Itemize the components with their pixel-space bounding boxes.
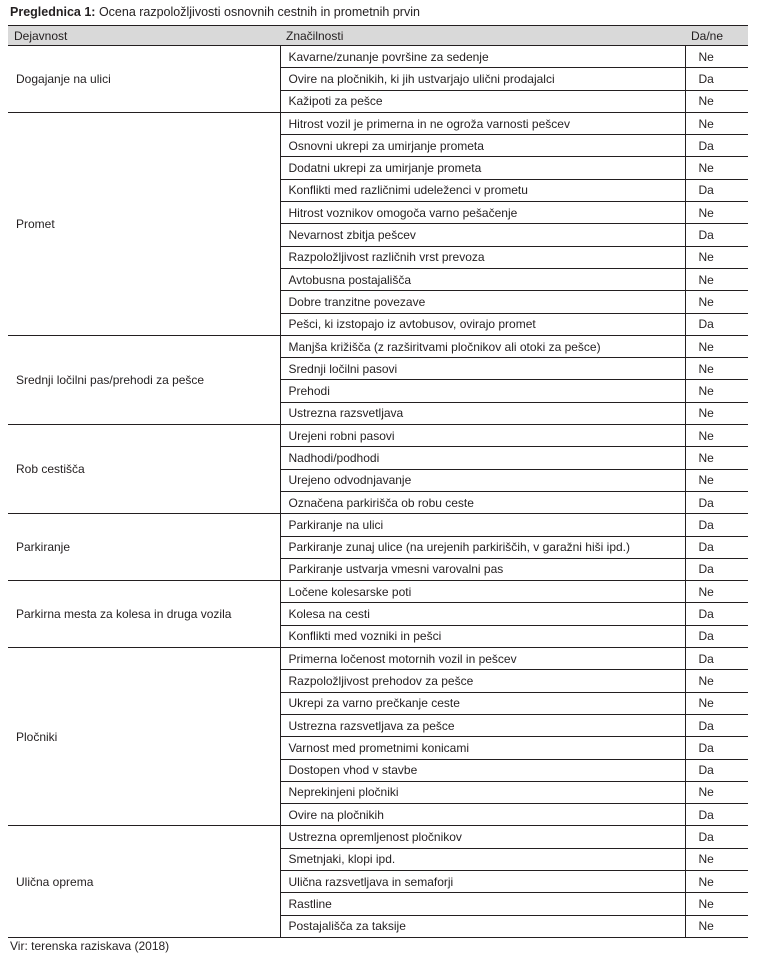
feature-cell: Hitrost voznikov omogoča varno pešačenje <box>280 202 685 224</box>
table-row <box>8 514 748 536</box>
feature-cell: Dostopen vhod v stavbe <box>280 759 685 781</box>
header-activity: Dejavnost <box>8 26 280 46</box>
yes-no-cell: Da <box>685 536 748 558</box>
yes-no-cell: Da <box>685 714 748 736</box>
feature-cell: Urejeni robni pasovi <box>280 425 685 447</box>
header-yes-no: Da/ne <box>685 26 748 46</box>
feature-cell: Postajališča za taksije <box>280 915 685 937</box>
yes-no-cell: Ne <box>685 335 748 357</box>
feature-cell: Smetnjaki, klopi ipd. <box>280 848 685 870</box>
yes-no-cell: Ne <box>685 425 748 447</box>
feature-cell: Ločene kolesarske poti <box>280 581 685 603</box>
yes-no-cell: Da <box>685 224 748 246</box>
table-body <box>8 46 748 938</box>
feature-cell: Parkiranje ustvarja vmesni varovalni pas <box>280 558 685 580</box>
yes-no-cell: Da <box>685 804 748 826</box>
table-row <box>8 46 748 68</box>
feature-cell: Ulična razsvetljava in semaforji <box>280 870 685 892</box>
yes-no-cell: Da <box>685 759 748 781</box>
yes-no-cell: Da <box>685 313 748 335</box>
yes-no-cell: Ne <box>685 291 748 313</box>
feature-cell: Srednji ločilni pasovi <box>280 358 685 380</box>
yes-no-cell: Ne <box>685 90 748 112</box>
feature-cell: Primerna ločenost motornih vozil in pešcev <box>280 648 685 670</box>
yes-no-cell: Ne <box>685 447 748 469</box>
feature-cell: Razpoložljivost različnih vrst prevoza <box>280 246 685 268</box>
yes-no-cell: Ne <box>685 46 748 68</box>
activity-cell: Dogajanje na ulici <box>8 46 280 113</box>
feature-cell: Manjša križišča (z razširitvami pločnikov ali otoki za pešce) <box>280 335 685 357</box>
yes-no-cell: Ne <box>685 358 748 380</box>
feature-cell: Konflikti med vozniki in pešci <box>280 625 685 647</box>
yes-no-cell: Da <box>685 135 748 157</box>
yes-no-cell: Ne <box>685 670 748 692</box>
yes-no-cell: Ne <box>685 380 748 402</box>
feature-cell: Avtobusna postajališča <box>280 268 685 290</box>
feature-cell: Ovire na pločnikih <box>280 804 685 826</box>
feature-cell: Nevarnost zbitja pešcev <box>280 224 685 246</box>
feature-cell: Dodatni ukrepi za umirjanje prometa <box>280 157 685 179</box>
source-note: Vir: terenska raziskava (2018) <box>10 939 170 953</box>
feature-cell: Dobre tranzitne povezave <box>280 291 685 313</box>
feature-cell: Neprekinjeni pločniki <box>280 781 685 803</box>
feature-cell: Označena parkirišča ob robu ceste <box>280 491 685 513</box>
table-row <box>8 648 748 670</box>
feature-cell: Varnost med prometnimi konicami <box>280 737 685 759</box>
feature-cell: Ustrezna razsvetljava <box>280 402 685 424</box>
yes-no-cell: Ne <box>685 893 748 915</box>
yes-no-cell: Ne <box>685 268 748 290</box>
feature-cell: Razpoložljivost prehodov za pešce <box>280 670 685 692</box>
feature-cell: Ovire na pločnikih, ki jih ustvarjajo ulični prodajalci <box>280 68 685 90</box>
yes-no-cell: Ne <box>685 848 748 870</box>
header-features: Značilnosti <box>280 26 685 46</box>
yes-no-cell: Da <box>685 179 748 201</box>
activity-cell: Ulična oprema <box>8 826 280 937</box>
yes-no-cell: Da <box>685 558 748 580</box>
feature-cell: Urejeno odvodnjavanje <box>280 469 685 491</box>
activity-cell: Srednji ločilni pas/prehodi za pešce <box>8 335 280 424</box>
table-header-row <box>8 26 748 46</box>
yes-no-cell: Ne <box>685 781 748 803</box>
activity-cell: Rob cestišča <box>8 425 280 514</box>
yes-no-cell: Da <box>685 68 748 90</box>
yes-no-cell: Ne <box>685 157 748 179</box>
activity-cell: Parkiranje <box>8 514 280 581</box>
assessment-table <box>8 25 748 938</box>
feature-cell: Parkiranje zunaj ulice (na urejenih parkiriščih, v garažni hiši ipd.) <box>280 536 685 558</box>
table-caption <box>10 3 420 21</box>
yes-no-cell: Ne <box>685 915 748 937</box>
yes-no-cell: Da <box>685 514 748 536</box>
feature-cell: Kavarne/zunanje površine za sedenje <box>280 46 685 68</box>
yes-no-cell: Ne <box>685 469 748 491</box>
yes-no-cell: Da <box>685 491 748 513</box>
feature-cell: Parkiranje na ulici <box>280 514 685 536</box>
yes-no-cell: Da <box>685 603 748 625</box>
table-row <box>8 335 748 357</box>
caption-label: Preglednica 1: <box>10 5 96 19</box>
activity-cell: Pločniki <box>8 648 280 826</box>
yes-no-cell: Da <box>685 737 748 759</box>
feature-cell: Osnovni ukrepi za umirjanje prometa <box>280 135 685 157</box>
feature-cell: Kažipoti za pešce <box>280 90 685 112</box>
yes-no-cell: Ne <box>685 246 748 268</box>
yes-no-cell: Da <box>685 625 748 647</box>
caption-text: Ocena razpoložljivosti osnovnih cestnih in prometnih prvin <box>98 5 420 19</box>
yes-no-cell: Ne <box>685 112 748 134</box>
activity-cell: Parkirna mesta za kolesa in druga vozila <box>8 581 280 648</box>
activity-cell: Promet <box>8 112 280 335</box>
table-row <box>8 425 748 447</box>
table-row <box>8 826 748 848</box>
feature-cell: Nadhodi/podhodi <box>280 447 685 469</box>
yes-no-cell: Da <box>685 826 748 848</box>
feature-cell: Prehodi <box>280 380 685 402</box>
table-row <box>8 581 748 603</box>
yes-no-cell: Ne <box>685 692 748 714</box>
yes-no-cell: Ne <box>685 581 748 603</box>
feature-cell: Kolesa na cesti <box>280 603 685 625</box>
feature-cell: Ustrezna razsvetljava za pešce <box>280 714 685 736</box>
feature-cell: Pešci, ki izstopajo iz avtobusov, ovirajo promet <box>280 313 685 335</box>
table-row <box>8 112 748 134</box>
feature-cell: Konflikti med različnimi udeleženci v prometu <box>280 179 685 201</box>
feature-cell: Ustrezna opremljenost pločnikov <box>280 826 685 848</box>
feature-cell: Ukrepi za varno prečkanje ceste <box>280 692 685 714</box>
yes-no-cell: Ne <box>685 870 748 892</box>
feature-cell: Rastline <box>280 893 685 915</box>
yes-no-cell: Ne <box>685 202 748 224</box>
yes-no-cell: Ne <box>685 402 748 424</box>
yes-no-cell: Da <box>685 648 748 670</box>
feature-cell: Hitrost vozil je primerna in ne ogroža varnosti pešcev <box>280 112 685 134</box>
